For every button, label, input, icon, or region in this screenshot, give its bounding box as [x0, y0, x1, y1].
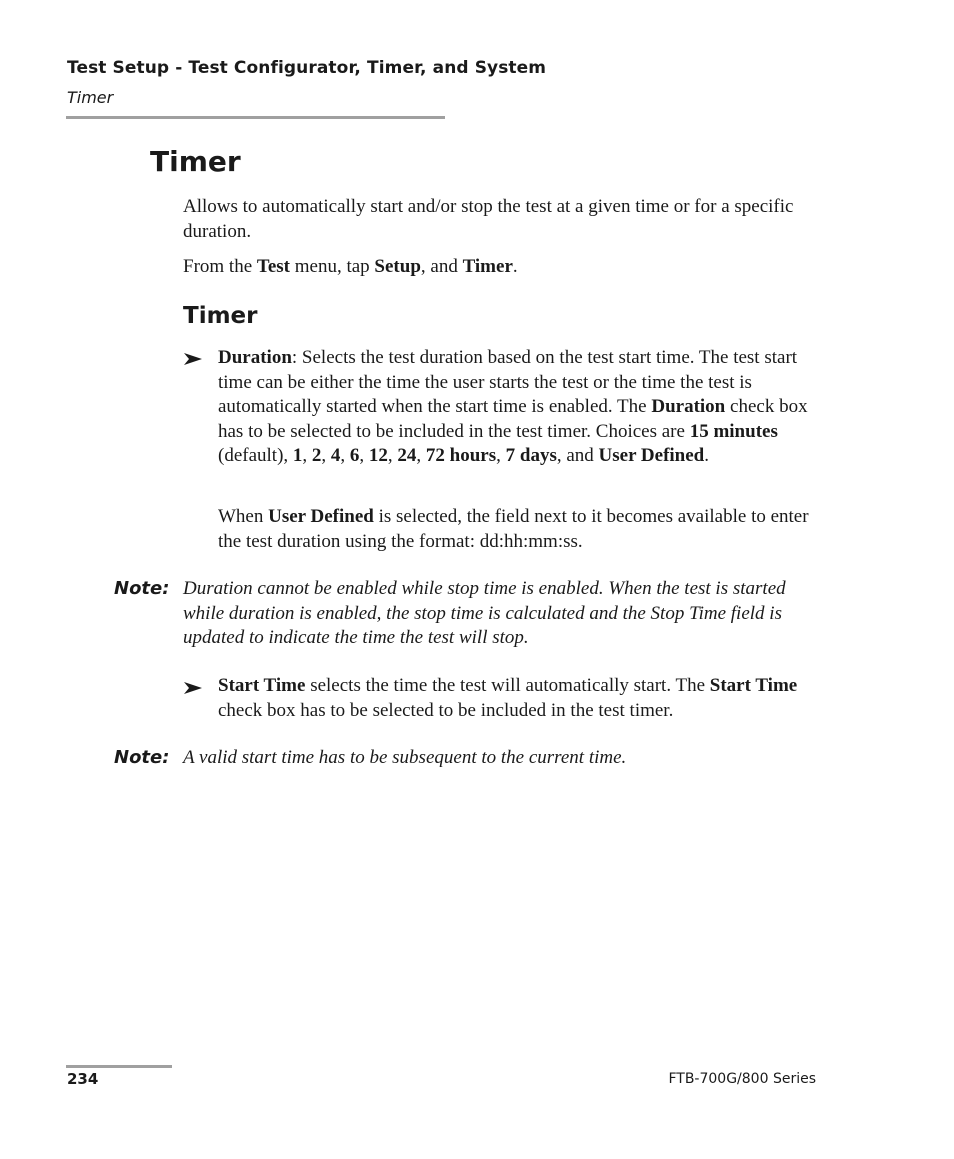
note-label: Note:	[114, 747, 170, 768]
nav-end: .	[512, 256, 518, 277]
duration-term: Duration	[218, 347, 292, 368]
user-defined-when: When	[218, 506, 269, 527]
product-series: FTB-700G/800 Series	[668, 1071, 816, 1087]
note-text: A valid start time has to be subsequent to the current time.	[183, 747, 627, 768]
intro-text: Allows to automatically start and/or stop the test at a given time or for a specific duration.	[183, 196, 794, 242]
nav-and: , and	[420, 256, 463, 277]
choice-6: 6	[349, 445, 360, 467]
start-time-text-1: selects the time the test will automatically start. The	[305, 675, 710, 696]
choice-default-note: (default),	[218, 445, 293, 467]
start-time-term-2: Start Time	[709, 675, 798, 696]
choice-2: 2	[311, 445, 322, 467]
choice-user-defined: User Defined	[598, 445, 705, 467]
nav-prefix: From the	[183, 256, 257, 277]
subsection-heading: Timer	[183, 303, 258, 329]
note-label: Note:	[114, 578, 170, 599]
user-defined-text: is selected, the field next to it becomes available to enter the test duration using the format: dd:hh:mm:ss.	[218, 506, 809, 552]
running-header-subtitle: Timer	[67, 88, 114, 107]
choice-12: 12	[368, 445, 388, 467]
nav-menu-test: Test	[256, 256, 290, 277]
choice-end: .	[704, 445, 709, 467]
section-heading: Timer	[150, 145, 241, 178]
bullet-arrow-icon	[183, 352, 203, 366]
start-time-text-2: check box has to be selected to be included in the test timer.	[218, 699, 674, 721]
choice-72-hours: 72 hours	[425, 445, 497, 467]
nav-middle: menu, tap	[289, 256, 375, 277]
duration-item: Duration: Selects the test duration based on the test start time. The test start time can be either the time the user starts the test or the time the test is automatically started when the start time is enabled. The Duration check box has to be selected to be included in the test timer. Choices are 15 minutes (default), 1, 2, 4, 6, 12, 24, 72 hours, 7 days, and User Defined.	[218, 347, 808, 467]
page-number: 234	[67, 1070, 99, 1088]
bullet-arrow-icon	[183, 681, 203, 695]
duration-term-2: Duration	[651, 396, 726, 418]
start-time-item	[218, 674, 818, 723]
duration-text-1: : Selects the test duration based on the test start time. The test start time can be either the time the user starts the test or the time the test is automatically started when the start time is enabled. The	[218, 347, 798, 418]
header-divider	[66, 116, 445, 119]
choice-7-days: 7 days	[505, 445, 557, 467]
choice-1: 1	[292, 445, 303, 467]
note-text: Duration cannot be enabled while stop time is enabled. When the test is started while duration is enabled, the stop time is calculated and the Stop Time field is updated to indicate the time the test will stop.	[183, 578, 786, 649]
choice-24: 24	[397, 445, 417, 467]
choice-15-minutes: 15 minutes	[689, 420, 778, 442]
choice-4: 4	[330, 445, 341, 467]
user-defined-term: User Defined	[268, 506, 374, 527]
footer-divider	[66, 1065, 172, 1068]
user-defined-paragraph	[218, 505, 828, 554]
start-time-term: Start Time	[218, 675, 306, 696]
duration-text-2: check box has to be selected to be included in the test timer. Choices are	[218, 396, 808, 442]
nav-item-setup: Setup	[374, 256, 421, 277]
choice-and: , and	[556, 445, 599, 467]
nav-item-timer: Timer	[462, 256, 513, 277]
intro-paragraph	[183, 195, 833, 244]
running-header-title: Test Setup - Test Configurator, Timer, and System	[67, 58, 547, 78]
navigation-paragraph	[183, 255, 833, 280]
